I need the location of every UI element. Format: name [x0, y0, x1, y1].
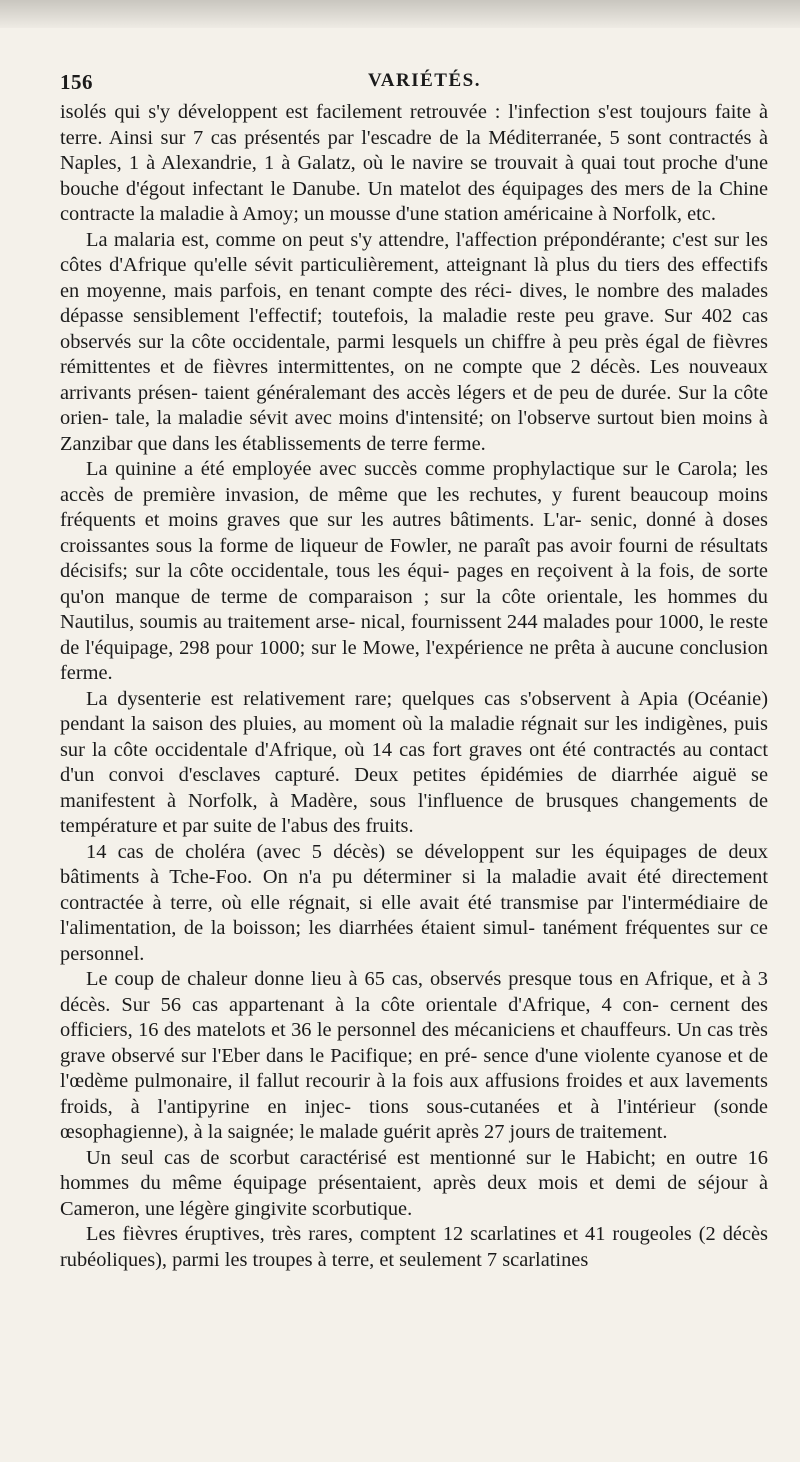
paragraph-quinine: La quinine a été employée avec succès comme prophylactique sur le Carola; les accès de première invasion, de même que les rechutes, y furent beaucoup moins fréquents et moins graves que sur les autres bâtiments. L'ar- senic, donné à doses croissantes sous la forme de liqueur de Fowler, ne paraît pas avoir fourni de résultats décisifs; sur la côte occidentale, tous les équi- pages en reçoivent à la fois, de sorte qu'on manque de terme de comparaison ; sur la côte orientale, les hommes du Nautilus, soumis au traitement arse- nical, fournissent 244 malades pour 1000, le reste de l'équipage, 298 pour 1000; sur le Mowe, l'expérience ne prêta à aucune conclusion ferme. [60, 458, 768, 684]
page-header [60, 70, 770, 102]
page-number: 156 [60, 70, 93, 94]
scan-edge-shadow [0, 0, 800, 28]
paragraph-cholera: 14 cas de choléra (avec 5 décès) se développent sur les équipages de deux bâtiments à Tche-Foo. On n'a pu déterminer si la maladie avait été directement contractée à terre, où elle régnait, si elle avait été transmise par l'intermédiaire de l'alimentation, de la boisson; les diarrhées étaient simul- tanément fréquentes sur ce personnel. [60, 840, 768, 965]
paragraph-eruptive-fevers: Les fièvres éruptives, très rares, comptent 12 scarlatines et 41 rougeoles (2 décès rubéoliques), parmi les troupes à terre, et seulement 7 scarlatines [60, 1223, 768, 1271]
paragraph-malaria: La malaria est, comme on peut s'y attendre, l'affection prépondérante; c'est sur les côtes d'Afrique qu'elle sévit particulièrement, atteignant là plus du tiers des effectifs en moyenne, mais parfois, en tenant compte des réci- dives, le nombre des malades dépasse sensiblement l'effectif; toutefois, la maladie reste peu grave. Sur 402 cas observés sur la côte occidentale, parmi lesquels un chiffre à peu près égal de fièvres rémittentes et de fièvres intermittentes, on ne compte que 2 décès. Les nouveaux arrivants présen- taient généralemant des accès légers et de peu de durée. Sur la côte orien- tale, la maladie sévit avec moins d'intensité; on l'observe surtout bien moins à Zanzibar que dans les établissements de terre ferme. [60, 228, 768, 455]
running-title: VARIÉTÉS. [368, 70, 481, 91]
paragraph-dysentery: La dysenterie est relativement rare; quelques cas s'observent à Apia (Océanie) pendant la saison des pluies, au moment où la maladie régnait sur les indigènes, puis sur la côte occidentale d'Afrique, où 14 cas fort graves ont été contractés au contact d'un convoi d'esclaves capturé. Deux petites épidémies de diarrhée aiguë se manifestent à Norfolk, à Madère, sous l'influence de brusques changements de température et par suite de l'abus des fruits. [60, 687, 768, 837]
paragraph-infection-continuation: isolés qui s'y développent est facilement retrouvée : l'infection s'est toujours faite à terre. Ainsi sur 7 cas présentés par l'escadre de la Méditerranée, 5 sont contractés à Naples, 1 à Alexandrie, 1 à Galatz, où le navire se trouvait à quai tout proche d'une bouche d'égout infectant le Danube. Un matelot des équipages des mers de la Chine contracte la maladie à Amoy; un mousse d'une station américaine à Norfolk, etc. [60, 101, 768, 225]
body-text [60, 100, 768, 1273]
paragraph-scurvy: Un seul cas de scorbut caractérisé est mentionné sur le Habicht; en outre 16 hommes du même équipage présentaient, après deux mois et demi de séjour à Cameron, une légère gingivite scorbutique. [60, 1146, 768, 1220]
paragraph-heatstroke: Le coup de chaleur donne lieu à 65 cas, observés presque tous en Afrique, et à 3 décès. Sur 56 cas appartenant à la côte orientale d'Afrique, 4 con- cernent des officiers, 16 des matelots et 36 le personnel des mécaniciens et chauffeurs. Un cas très grave observé sur l'Eber dans le Pacifique; en pré- sence d'une violente cyanose et de l'œdème pulmonaire, il fallut recourir à la fois aux affusions froides et aux lavements froids, à l'antipyrine en injec- tions sous-cutanées et à l'intérieur (sonde œsophagienne), à la saignée; le malade guérit après 27 jours de traitement. [60, 968, 768, 1143]
